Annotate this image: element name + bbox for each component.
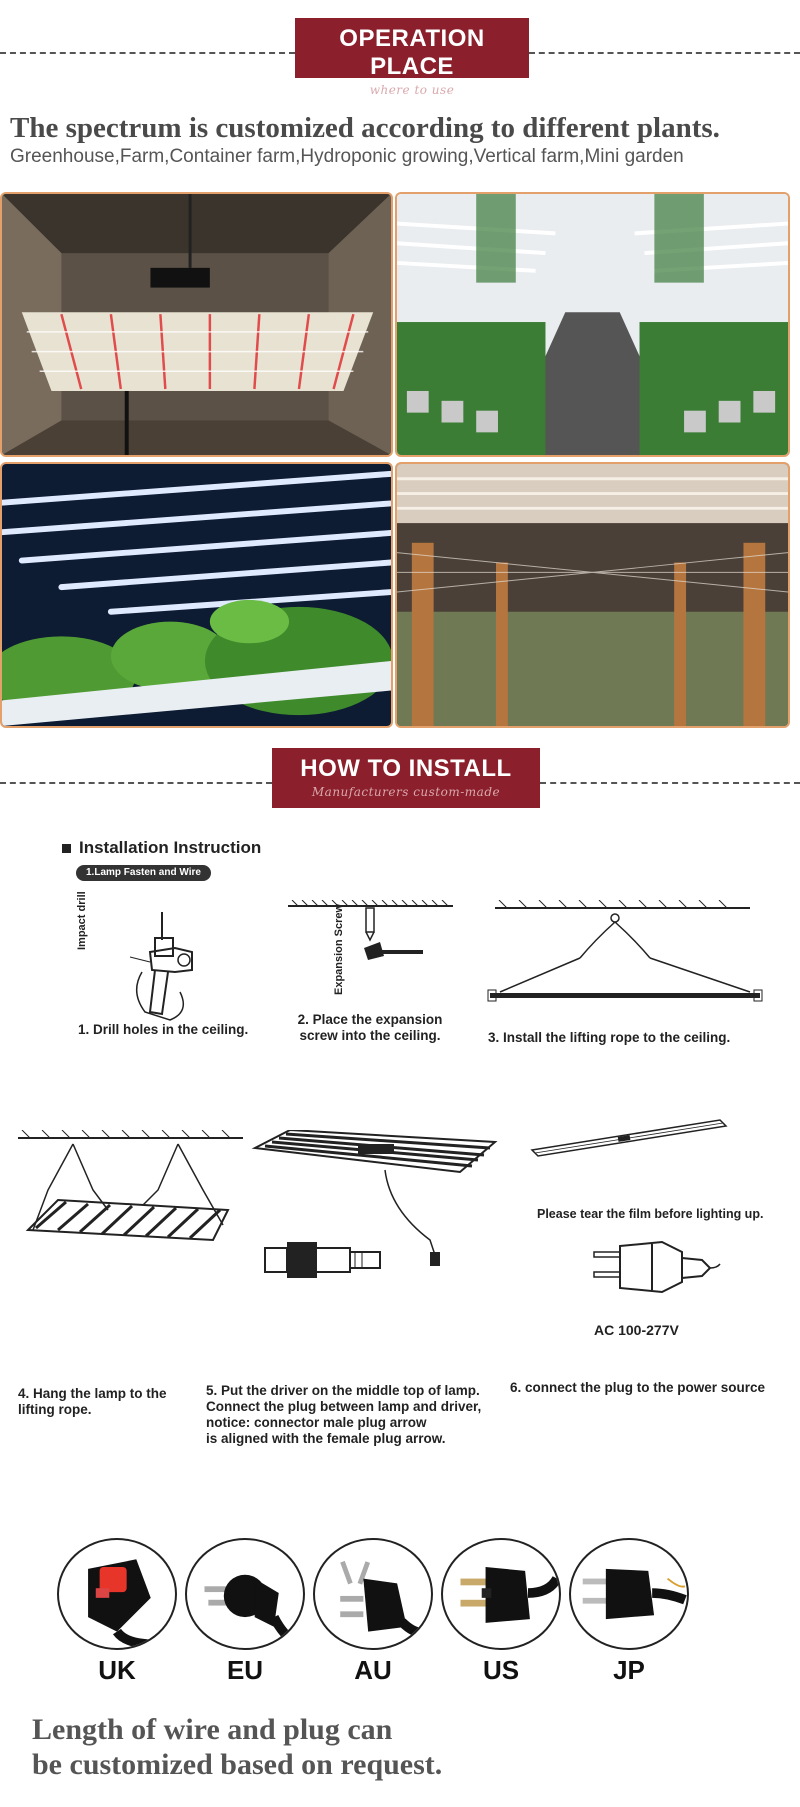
voltage-label: AC 100-277V [594, 1322, 679, 1338]
step-5-detail-2: notice: connector male plug arrow [206, 1415, 427, 1430]
customization-note [32, 1712, 442, 1782]
film-note: Please tear the film before lighting up. [537, 1207, 764, 1221]
drill-diagram [100, 912, 220, 1022]
install-banner-row [0, 748, 800, 818]
step-4-text: 4. Hang the lamp to the lifting rope. [18, 1386, 167, 1417]
usage-places: Greenhouse,Farm,Container farm,Hydroponic growing,Vertical farm,Mini garden [10, 146, 684, 167]
spectrum-headline: The spectrum is customized according to different plants. [10, 112, 720, 144]
install-subtitle: Manufacturers custom-made [311, 785, 501, 799]
step-6-text: 6. connect the plug to the power source [510, 1380, 766, 1395]
driver-lamp-diagram [250, 1130, 505, 1295]
installation-heading [62, 838, 261, 858]
impact-drill-label: Impact drill [76, 891, 88, 950]
expansion-screw-label: Expansion Screw [333, 903, 345, 995]
plug-us-image [441, 1538, 561, 1650]
step-group-pill: 1.Lamp Fasten and Wire [76, 865, 211, 881]
operation-subtitle: where to use [369, 83, 455, 97]
photo-grow-tent [0, 192, 393, 457]
plug-us-label: US [482, 1655, 520, 1685]
photo-vertical-farm [395, 192, 790, 457]
plug-au-image [313, 1538, 433, 1650]
plug-jp-label: JP [613, 1655, 645, 1685]
divider-right [540, 782, 800, 784]
lifting-rope-diagram [485, 900, 765, 1010]
expansion-screw-diagram [288, 900, 453, 1000]
photo-hydroponic [0, 462, 393, 728]
divider-right [529, 52, 800, 54]
customization-line-2: be customized based on request. [32, 1748, 443, 1781]
operation-banner-row [0, 18, 800, 97]
install-title: HOW TO INSTALL [300, 755, 512, 782]
divider-left [0, 782, 272, 784]
divider-left [0, 52, 295, 54]
customization-line-1: Length of wire and plug can [32, 1713, 393, 1746]
install-banner [272, 748, 540, 808]
operation-title: OPERATION PLACE [339, 25, 485, 80]
plug-uk-label: UK [98, 1655, 136, 1685]
step-5-text [206, 1383, 506, 1447]
plug-eu-label: EU [226, 1655, 264, 1685]
step-5-detail-1: Connect the plug between lamp and driver, [206, 1399, 482, 1414]
plug-eu-image [185, 1538, 305, 1650]
hang-lamp-diagram [18, 1130, 248, 1260]
plug-uk-image [57, 1538, 177, 1650]
step-5-detail-3: is aligned with the female plug arrow. [206, 1431, 446, 1446]
bullet-square-icon [62, 844, 71, 853]
step-2-text: 2. Place the expansion screw into the ceiling. [297, 1012, 443, 1043]
operation-banner [295, 18, 529, 97]
plug-au-label: AU [354, 1655, 392, 1685]
power-plug-diagram [592, 1238, 722, 1298]
step-5-line: 5. Put the driver on the middle top of lamp. [206, 1383, 480, 1398]
photo-container-farm [395, 462, 790, 728]
installation-heading-text: Installation Instruction [79, 838, 262, 857]
step-3-text: 3. Install the lifting rope to the ceiling. [488, 1030, 731, 1045]
plug-jp-image [569, 1538, 689, 1650]
step-1-text: 1. Drill holes in the ceiling. [78, 1022, 249, 1037]
lamp-bar-diagram [530, 1118, 730, 1158]
